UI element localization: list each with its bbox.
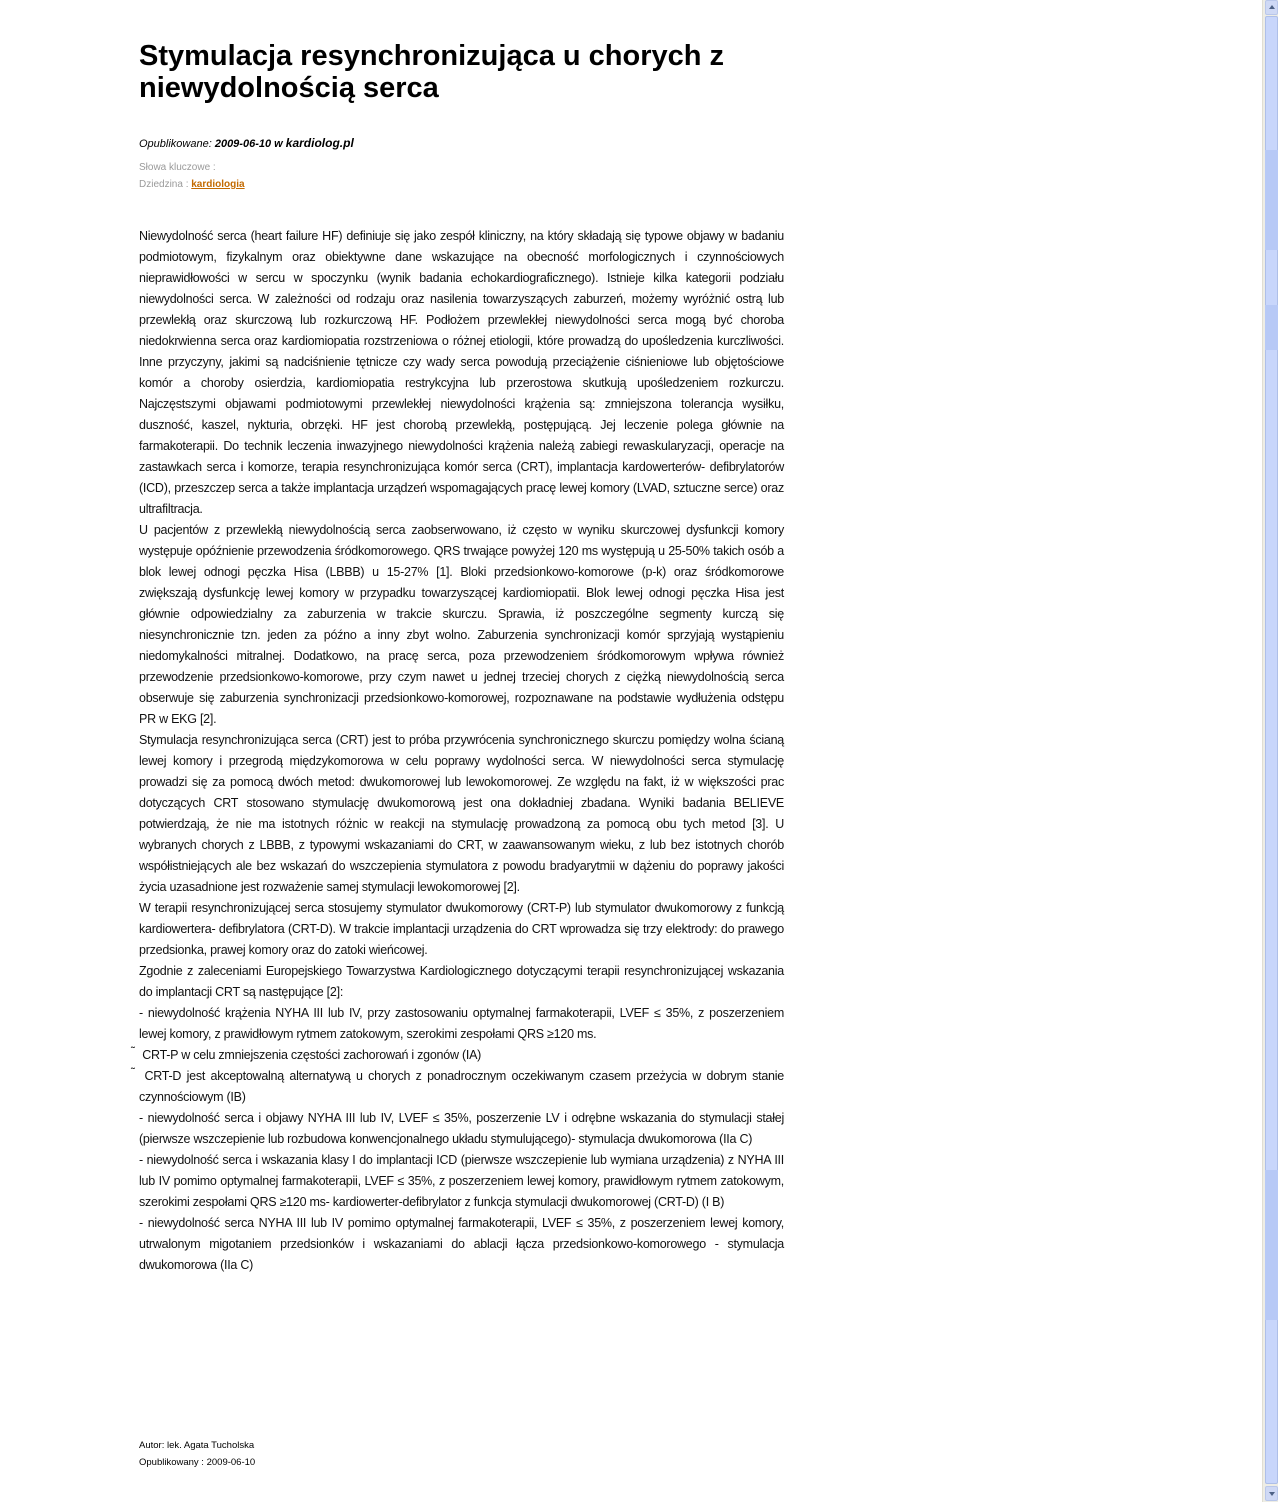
- article-body: [131, 226, 784, 1276]
- bullet-mark: ˜: [131, 1044, 135, 1058]
- scroll-up-button[interactable]: [1265, 0, 1278, 15]
- scroll-down-button[interactable]: [1265, 1486, 1278, 1501]
- domain-line: [139, 176, 784, 193]
- scroll-thumb-highlight: [1265, 150, 1278, 250]
- scroll-thumb-highlight: [1265, 1170, 1278, 1320]
- vertical-scrollbar[interactable]: [1262, 0, 1278, 1502]
- bullet-text: CRT-D jest akceptowalną alternatywą u chorych z ponadrocznym oczekiwanym czasem przeżycia w dobrym stanie czynnościowym (IB): [139, 1069, 784, 1104]
- paragraph: Zgodnie z zaleceniami Europejskiego Towarzystwa Kardiologicznego dotyczącymi terapii resynchronizującej wskazania do implantacji CRT są następujące [2]:: [139, 964, 784, 999]
- paragraph: - niewydolność krążenia NYHA III lub IV, przy zastosowaniu optymalnej farmakoterapii, LVEF ≤ 35%, z poszerzeniem lewej komory, z prawidłowym rytmem zatokowym, szerokimi zespołami QRS ≥120 ms.: [139, 1006, 784, 1041]
- article: [131, 40, 784, 1276]
- paragraph: Stymulacja resynchronizująca serca (CRT) jest to próba przywrócenia synchronicznego skurczu pomiędzy wolna ścianą lewej komory i przegrodą międzykomorowa w celu poprawy wydolności serca. W niewydolności serca stymulację prowadzi się za pomocą dwóch metod: dwukomorowej lub lewokomorowej. Ze względu na fakt, iż w większości prac dotyczących CRT stosowano stymulację dwukomorową jest ona dokładniej zbadana. Wyniki badania BELIEVE potwierdzają, że nie ma istotnych różnic w reakcji na stymulację prowadzoną za pomocą obu tych metod [3]. U wybranych chorych z LBBB, z typowymi wskazaniami do CRT, w zaawansowanym wieku, z lub bez istotnych chorób współistniejących ale bez wskazań do wszczepienia stymulatora z powodu bradyarytmii w dążeniu do poprawy jakości życia uzasadnione jest rozważenie samej stymulacji lewokomorowej [2].: [139, 733, 784, 894]
- bullet-text: CRT-P w celu zmniejszenia częstości zachorowań i zgonów (IA): [142, 1048, 482, 1062]
- published-in: w: [271, 138, 286, 150]
- list-item: [131, 1065, 784, 1108]
- author-line: Autor: lek. Agata Tucholska: [139, 1440, 255, 1451]
- domain-label: Dziedzina :: [139, 179, 192, 190]
- bullet-mark: ˜: [131, 1065, 135, 1079]
- page-title: Stymulacja resynchronizująca u chorych z niewydolnością serca: [139, 40, 725, 104]
- paragraph: - niewydolność serca i wskazania klasy I do implantacji ICD (pierwsze wszczepienie lub wymiana urządzenia) z NYHA III lub IV pomimo optymalnej farmakoterapii, LVEF ≤ 35%, z poszerzeniem lewej komory, prawidłowym rytmem zatokowym, szerokimi zespołami QRS ≥120 ms- kardiowerter-defibrylator z funkcja stymulacji dwukomorowej (CRT-D) (I B): [139, 1153, 784, 1209]
- paragraph: W terapii resynchronizującej serca stosujemy stymulator dwukomorowy (CRT-P) lub stymulator dwukomorowy z funkcją kardiowertera- defibrylatora (CRT-D). W trakcie implantacji urządzenia do CRT wprowadza się trzy elektrody: do prawego przedsionka, prawej komory oraz do zatoki wieńcowej.: [139, 901, 784, 957]
- published-date: 2009-06-10: [214, 138, 272, 150]
- article-footer: [139, 1437, 255, 1471]
- paragraph: U pacjentów z przewlekłą niewydolnością serca zaobserwowano, iż często w wyniku skurczowej dysfunkcji komory występuje opóźnienie przewodzenia śródkomorowego. QRS trwające powyżej 120 ms występują u 25-50% takich osób a blok lewej odnogi pęczka Hisa (LBBB) u 15-27% [1]. Bloki przedsionkowo-komorowe (p-k) oraz śródkomorowe zwiększają dysfunkcję lewej komory w przypadku towarzyszącej kardiomiopatii. Blok lewej odnogi pęczka Hisa jest głównie odpowiedzialny za zaburzenia w trakcie skurczu. Sprawia, iż poszczególne segmenty kurczą się niesynchronicznie tzn. jeden za późno a inny zbyt wolno. Zaburzenia synchronizacji komór sprzyjają wystąpieniu niedomykalności mitralnej. Dodatkowo, na pracę serca, poza przewodzeniem śródkomorowym wpływa również przewodzenie przedsionkowo-komorowe, przy czym nawet u jednej trzeciej chorych z ciężką niewydolnością serca obserwuje się zaburzenia synchronizacji przedsionkowo-komorowej, rozpoznawane na podstawie wydłużenia odstępu PR w EKG [2].: [139, 523, 784, 726]
- paragraph: - niewydolność serca NYHA III lub IV pomimo optymalnej farmakoterapii, LVEF ≤ 35%, z poszerzeniem lewej komory, utrwalonym migotaniem przedsionków i wskazaniami do ablacji łącza przedsionkowo-komorowego - stymulacja dwukomorowa (IIa C): [139, 1216, 784, 1272]
- published-site: kardiolog.pl: [285, 136, 354, 150]
- paragraph: Niewydolność serca (heart failure HF) definiuje się jako zespół kliniczny, na który składają się typowe objawy w badaniu podmiotowym, fizykalnym oraz obiektywne dane wskazujące na obecność morfologicznych i czynnościowych nieprawidłowości w sercu w spoczynku (wynik badania echokardiograficznego). Istnieje kilka kategorii podziału niewydolności serca. W zależności od rodzaju oraz nasilenia towarzyszących zaburzeń, możemy wyróżnić ostrą lub przewlekłą oraz skurczową lub rozkurczową HF. Podłożem przewlekłej niewydolności serca mogą być choroba niedokrwienna serca oraz kardiomiopatia rozstrzeniowa o różnej etiologii, które prowadzą do upośledzenia kurczliwości. Inne przyczyny, jakimi są nadciśnienie tętnicze czy wady serca powodują przeciążenie ciśnieniowe lub objętościowe komór a choroby osierdzia, kardiomiopatia restrykcyjna lub przerostowa skutkują upośledzeniem rozkurczu. Najczęstszymi objawami podmiotowymi przewlekłej niewydolności krążenia są: zmniejszona tolerancja wysiłku, duszność, kaszel, nykturia, obrzęki. HF jest chorobą przewlekłą, postępującą. Jej leczenie polega głównie na farmakoterapii. Do technik leczenia inwazyjnego niewydolności krążenia należą zabiegi rewaskularyzacji, operacje na zastawkach serca i komorze, terapia resynchronizująca komór serca (CRT), implantacja kardowerterów- defibrylatorów (ICD), przeszczep serca a także implantacja urządzeń wspomagających pracę lewej komory (LVAD, sztuczne serce) oraz ultrafiltracja.: [139, 229, 784, 516]
- published-label: Opublikowane:: [139, 138, 215, 150]
- keywords-label: Słowa kluczowe :: [139, 162, 216, 173]
- scroll-thumb-highlight: [1265, 305, 1278, 350]
- paragraph: - niewydolność serca i objawy NYHA III lub IV, LVEF ≤ 35%, poszerzenie LV i odrębne wskazania do stymulacji stałej (pierwsze wszczepienie lub rozbudowa konwencjonalnego układu stymulującego)- stymulacja dwukomorowa (IIa C): [139, 1111, 784, 1146]
- domain-link-kardiologia[interactable]: kardiologia: [191, 179, 245, 190]
- list-item: [131, 1044, 784, 1066]
- keywords-line: [139, 159, 784, 176]
- publication-line: [139, 136, 784, 151]
- published-footer-line: Opublikowany : 2009-06-10: [139, 1457, 256, 1468]
